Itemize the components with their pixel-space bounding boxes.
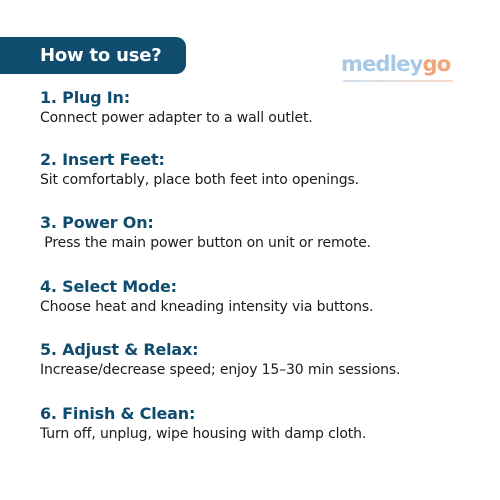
step-title: 1. Plug In: xyxy=(40,88,130,107)
step-description: Connect power adapter to a wall outlet. xyxy=(40,110,313,126)
step-description: Turn off, unplug, wipe housing with damp cloth. xyxy=(40,426,367,442)
step-item xyxy=(40,88,490,128)
logo-text-part3: go xyxy=(422,52,451,76)
step-item xyxy=(40,213,490,253)
logo-text-part1: me xyxy=(341,52,376,76)
step-item xyxy=(40,340,490,380)
step-title: 5. Adjust & Relax: xyxy=(40,340,199,359)
step-description: Press the main power button on unit or remote. xyxy=(40,235,371,251)
step-description: Increase/decrease speed; enjoy 15–30 min sessions. xyxy=(40,362,401,378)
step-description: Sit comfortably, place both feet into openings. xyxy=(40,172,359,188)
step-title: 4. Select Mode: xyxy=(40,277,177,296)
step-title: 6. Finish & Clean: xyxy=(40,404,196,423)
page-title: How to use? xyxy=(40,45,162,66)
step-title: 3. Power On: xyxy=(40,213,154,232)
step-item xyxy=(40,277,490,317)
step-item xyxy=(40,404,490,444)
step-item xyxy=(40,150,490,190)
step-title: 2. Insert Feet: xyxy=(40,150,165,169)
step-description: Choose heat and kneading intensity via buttons. xyxy=(40,299,374,315)
logo-text-part2: dley xyxy=(375,52,423,76)
